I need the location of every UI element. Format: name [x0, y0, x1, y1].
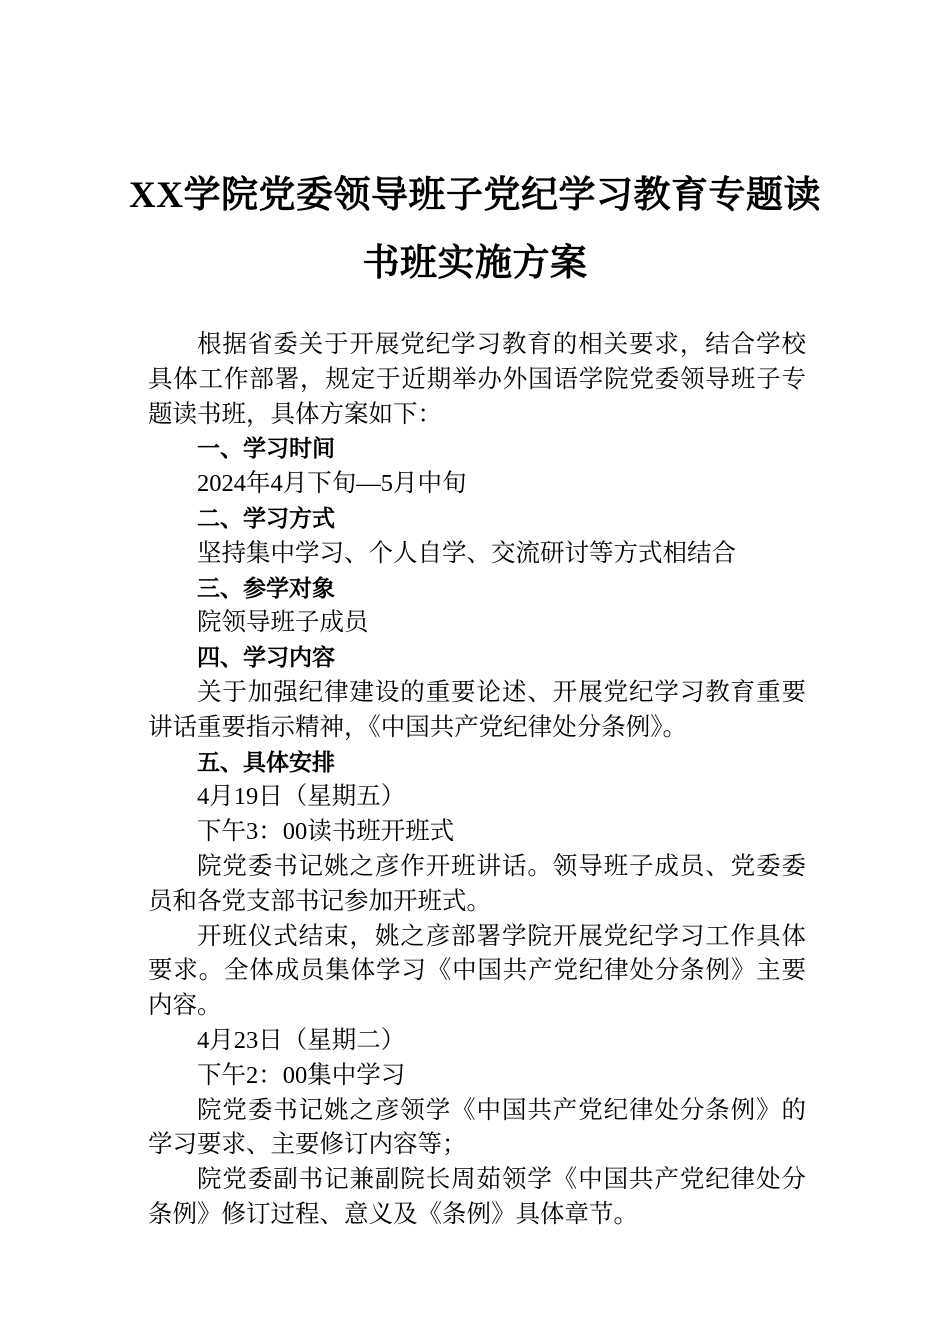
section-heading-method: 二、学习方式: [197, 505, 335, 532]
document-body: [148, 328, 806, 1233]
section-heading-schedule: 五、具体安排: [197, 749, 335, 776]
schedule-detail-4: 院党委副书记兼副院长周茹领学《中国共产党纪律处分条例》修订过程、意义及《条例》具体章节。: [148, 1166, 806, 1228]
schedule-date-2: 4月23日（星期二）: [197, 1026, 406, 1054]
participants-paragraph: 院领导班子成员: [197, 609, 369, 637]
study-method-paragraph: 坚持集中学习、个人自学、交流研讨等方式相结合: [197, 539, 736, 567]
schedule-time-1: 下午3：00读书班开班式: [197, 818, 455, 846]
schedule-time-2: 下午2：00集中学习: [197, 1061, 406, 1089]
document-title-line-2: 书班实施方案: [362, 243, 588, 284]
section-heading-time: 一、学习时间: [197, 436, 335, 463]
study-time-paragraph: 2024年4月下旬—5月中旬: [197, 470, 467, 498]
schedule-detail-1: 院党委书记姚之彦作开班讲话。领导班子成员、党委委员和各党支部书记参加开班式。: [148, 852, 806, 915]
section-heading-participants: 三、参学对象: [197, 575, 335, 602]
schedule-detail-2: 开班仪式结束，姚之彦部署学院开展党纪学习工作具体要求。全体成员集体学习《中国共产党纪律处分条例》主要内容。: [148, 922, 806, 1020]
intro-paragraph: 根据省委关于开展党纪学习教育的相关要求，结合学校具体工作部署，规定于近期举办外国语学院党委领导班子专题读书班，具体方案如下：: [148, 331, 806, 428]
schedule-date-1: 4月19日（星期五）: [197, 783, 406, 811]
document-title-line-1: XX学院党委领导班子党纪学习教育专题读: [129, 175, 821, 216]
study-content-paragraph: 关于加强纪律建设的重要论述、开展党纪学习教育重要讲话重要指示精神，《中国共产党纪律处分条例》。: [148, 678, 806, 741]
schedule-detail-3: 院党委书记姚之彦领学《中国共产党纪律处分条例》的学习要求、主要修订内容等；: [148, 1096, 806, 1159]
section-heading-content: 四、学习内容: [197, 645, 335, 672]
